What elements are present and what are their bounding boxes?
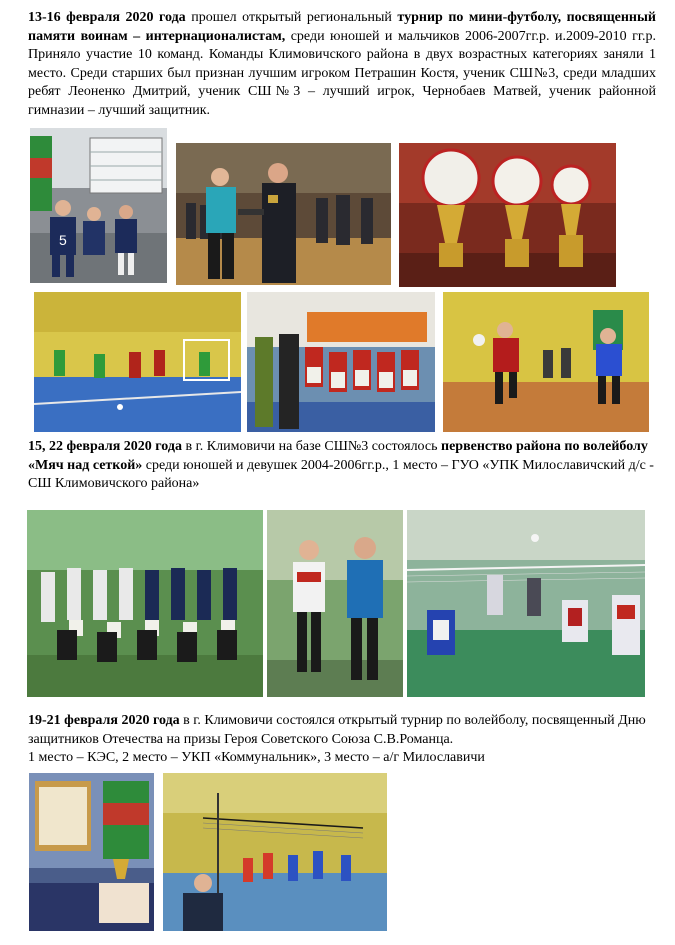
photo-players-board bbox=[30, 128, 167, 283]
text-1a: прошел открытый региональный bbox=[185, 10, 398, 25]
date-1: 13-16 февраля 2020 года bbox=[28, 10, 186, 25]
text-2a: в г. Климовичи на базе СШ№3 состоялось bbox=[182, 439, 442, 454]
photo-volleyball-game bbox=[407, 510, 645, 697]
paragraph-volleyball-tournament bbox=[28, 712, 656, 768]
photo-volleyball-award bbox=[267, 510, 403, 697]
photo-game-hall-1 bbox=[34, 292, 241, 432]
date-2: 15, 22 февраля 2020 года bbox=[28, 439, 182, 454]
event-1: турнир по мини-футболу, посвященный памяти воинам – интернационалистам, bbox=[28, 10, 656, 44]
photo-trophy-stand bbox=[29, 773, 154, 931]
jersey-number: 5 bbox=[59, 232, 67, 248]
text-3a: в г. Климовичи состоялся открытый турнир по волейболу, посвященный Дню защитников Отечества на призы Героя Советского Союза С.В.Романца. bbox=[28, 713, 646, 747]
results-3: 1 место – КЭС, 2 место – УКП «Коммунальник», 3 место – а/г Милославичи bbox=[28, 750, 485, 765]
event-2: первенство района по волейболу «Мяч над сеткой» bbox=[28, 439, 648, 473]
photo-game-hall-2 bbox=[443, 292, 649, 432]
text-1b: среди юношей и мальчиков 2006-2007гг.р. и.2009-2010 гг.р. Приняло участие 10 команд. Команды Климовичского района в двух возрастных категориях заняли 1 место. Среди старших был признан лучшим игроком Петрашин Костя, ученик СШ№3, среди младших ребят Леоненко Дмитрий, ученик СШ№3 – лучший игрок, Чернобаев Матвей, ученик районной гимназии – лучший защитник. bbox=[28, 28, 656, 118]
photo-award-ceremony bbox=[176, 143, 391, 285]
paragraph-minifootball bbox=[28, 9, 656, 120]
photo-trophies bbox=[399, 143, 616, 287]
photo-volleyball-teams bbox=[27, 510, 263, 697]
photo-team-certificates bbox=[247, 292, 435, 432]
paragraph-volleyball-championship bbox=[28, 438, 656, 494]
text-2b: среди юношей и девушек 2004-2006гг.р., 1 место – ГУО «УПК Милославичский д/с - СШ Климовичского района» bbox=[28, 457, 654, 491]
photo-volleyball-hall bbox=[163, 773, 387, 931]
date-3: 19-21 февраля 2020 года bbox=[28, 713, 180, 728]
